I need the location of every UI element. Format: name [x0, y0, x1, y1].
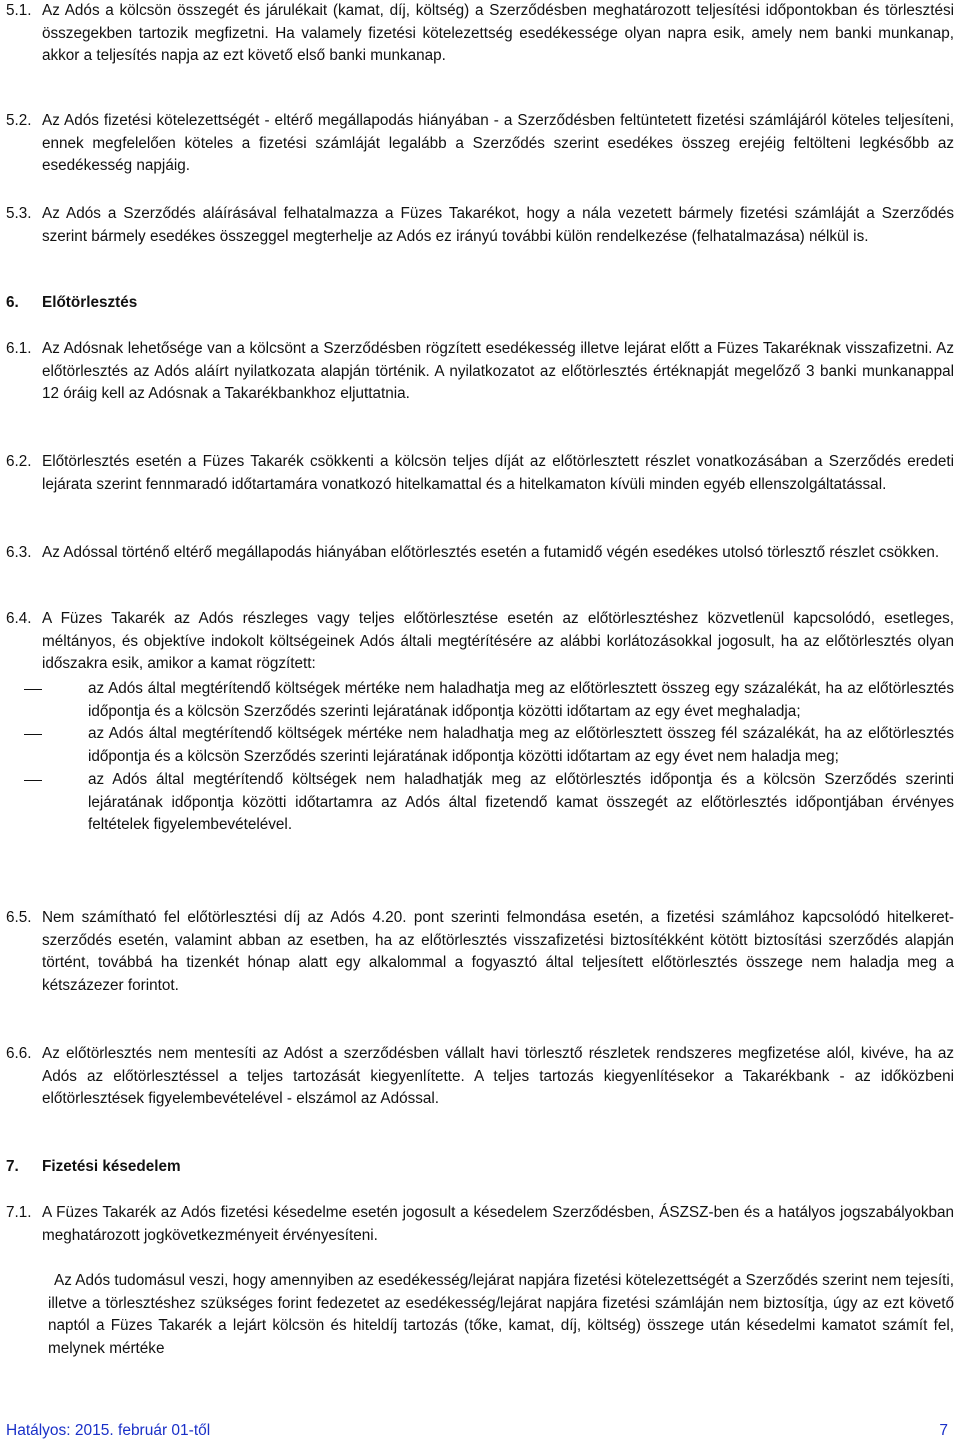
- paragraph-text: A Füzes Takarék az Adós részleges vagy teljes előtörlesztése esetén az előtörlesztéshez közvetlenül kapcsolódó, esetleges, méltányos, és objektíve indokolt költségeinek Adós általi megtérítésére az alábbi korlátozásokkal jogosult, ha az előtörlesztés olyan időszakra esik, amikor a kamat rögzített:: [42, 610, 954, 673]
- paragraph-text: Az Adóssal történő eltérő megállapodás hiányában előtörlesztés esetén a futamidő végén esedékes utolsó törlesztő részlet csökken.: [42, 544, 940, 561]
- paragraph-number: 5.1.: [6, 2, 32, 19]
- paragraph-6-4: [6, 608, 954, 676]
- list-item: [6, 678, 954, 723]
- paragraph-6-6: [6, 1043, 954, 1111]
- effective-date: Hatályos: 2015. február 01-től: [6, 1422, 211, 1439]
- dash-bullet-icon: [24, 734, 42, 735]
- paragraph-text: A Füzes Takarék az Adós fizetési késedelme esetén jogosult a késedelem Szerződésben, ÁSZSZ-ben és a hatályos jogszabályokban meghatározott jogkövetkezményeit érvényesíteni.: [42, 1204, 954, 1244]
- list-item: [6, 723, 954, 768]
- section-heading-6: [6, 292, 137, 315]
- paragraph-5-2: [6, 110, 954, 178]
- dash-bullet-icon: [24, 780, 42, 781]
- list-item-text: az Adós által megtérítendő költségek mértéke nem haladhatja meg az előtörlesztett összeg egy százalékát, ha az előtörlesztés időpontja és a kölcsön Szerződés szerinti lejáratának időpontja közötti időtartam az egy évet meghaladja;: [88, 680, 954, 720]
- paragraph-number: 5.3.: [6, 205, 32, 222]
- late-interest-paragraph: Az Adós tudomásul veszi, hogy amennyiben az esedékesség/lejárat napjára fizetési kötelezettségét a Szerződés szerint nem tejesíti, illetve a törlesztéshez szükséges forint fedezetet az esedékesség/lejárat napjára fizetési számláján nem biztosítja, úgy az ezt követő naptól a Füzes Takarék a lejárt kölcsön és hiteldíj tartozás (tőke, kamat, díj, költség) összege után késedelmi kamatot számít fel, melynek mértéke: [48, 1272, 954, 1358]
- list-item: [6, 769, 954, 837]
- paragraph-6-5: [6, 907, 954, 998]
- heading-text: Előtörlesztés: [42, 294, 138, 311]
- paragraph-7-1: [6, 1202, 954, 1247]
- paragraph-text: Előtörlesztés esetén a Füzes Takarék csökkenti a kölcsön teljes díját az előtörlesztett részlet vonatkozásában a Szerződés eredeti lejárata szerint fennmaradó időtartamára vonatkozó hitelkamattal és a hitelkamaton kívüli minden egyéb ellenszolgáltatással.: [42, 453, 954, 493]
- paragraph-text: Az Adós fizetési kötelezettségét - eltérő megállapodás hiányában - a Szerződésben feltüntetett fizetési számlájáról köteles teljesíteni, ennek megfelelően köteles a fizetési számláját legalább a Szerződés szerint esedékes összeg erejéig feltölteni legkésőbb az esedékesség napjáig.: [42, 112, 954, 175]
- paragraph-5-1: [6, 0, 954, 68]
- paragraph-text: Az Adós a Szerződés aláírásával felhatalmazza a Füzes Takarékot, hogy a nála vezetett bármely fizetési számláját a Szerződés szerint bármely esedékes összeggel megterhelje az Adós ez irányú további külön rendelkezése (felhatalmazása) nélkül is.: [42, 205, 954, 245]
- paragraph-number: 6.3.: [6, 544, 32, 561]
- heading-number: 6.: [6, 294, 19, 311]
- list-item-text: az Adós által megtérítendő költségek mértéke nem haladhatja meg az előtörlesztett összeg fél százalékát, ha az előtörlesztés időpontja és a kölcsön Szerződés szerinti lejáratának időpontja közötti időtartam az egy évet nem haladja meg;: [88, 725, 954, 766]
- paragraph-6-1: [6, 338, 954, 406]
- cost-limit-list: [6, 678, 954, 837]
- paragraph-number: 6.5.: [6, 909, 32, 926]
- paragraph-number: 6.2.: [6, 453, 32, 470]
- paragraph-number: 5.2.: [6, 112, 32, 129]
- paragraph-text: Az előtörlesztés nem mentesíti az Adóst a szerződésben vállalt havi törlesztő részletek rendszeres megfizetése alól, kivéve, ha az Adós az előtörlesztéssel a teljes tartozását kiegyenlítette. A teljes tartozás kiegyenlítésekor a Takarékbank - az időközbeni előtörlesztések figyelembevételével - elszámol az Adóssal.: [42, 1045, 954, 1108]
- heading-number: 7.: [6, 1158, 19, 1175]
- heading-text: Fizetési késedelem: [42, 1158, 181, 1175]
- section-heading-7: [6, 1156, 181, 1179]
- paragraph-6-3: [6, 542, 954, 565]
- paragraph-number: 6.1.: [6, 340, 32, 357]
- paragraph-text: Az Adós a kölcsön összegét és járulékait (kamat, díj, költség) a Szerződésben meghatározott teljesítési időpontokban és törlesztési összegekben tartozik megfizetni. Ha valamely fizetési kötelezettség esedékessége olyan napra esik, amely nem banki munkanap, akkor a teljesítés napja az ezt követő első banki munkanap.: [42, 2, 954, 65]
- page-footer: [6, 1420, 948, 1443]
- dash-bullet-icon: [24, 689, 42, 690]
- page-number: 7: [939, 1422, 948, 1439]
- paragraph-text: Az Adósnak lehetősége van a kölcsönt a Szerződésben rögzített esedékesség illetve lejárat előtt a Füzes Takaréknak visszafizetni. Az előtörlesztés az Adós aláírt nyilatkozata alapján történik. A nyilatkozatot az előtörlesztés értéknapját megelőző 3 banki munkanappal 12 óráig kell az Adósnak a Takarékbankhoz eljuttatnia.: [42, 340, 954, 403]
- paragraph-number: 6.6.: [6, 1045, 32, 1062]
- paragraph-6-2: [6, 451, 954, 496]
- paragraph-number: 6.4.: [6, 610, 32, 627]
- paragraph-text: Nem számítható fel előtörlesztési díj az Adós 4.20. pont szerinti felmondása esetén, a fizetési számlához kapcsolódó hitelkeret-szerződés esetén, valamint abban az esetben, ha az előtörlesztés visszafizetési biztosítékként kötött biztosítási szerződés alapján történt, továbbá ha tizenkét hónap alatt egy alkalommal a fogyasztó által teljesített előtörlesztés összege nem haladja meg a kétszázezer forintot.: [42, 909, 954, 995]
- paragraph-5-3: [6, 203, 954, 248]
- list-item-text: az Adós által megtérítendő költségek nem haladhatják meg az előtörlesztés időpontja és a kölcsön Szerződés szerinti lejáratának időpontja közötti időtartamra az Adós által fizetendő kamat összegét az előtörlesztés időpontjában érvényes feltételek figyelembevételével.: [88, 770, 954, 834]
- paragraph-number: 7.1.: [6, 1204, 32, 1221]
